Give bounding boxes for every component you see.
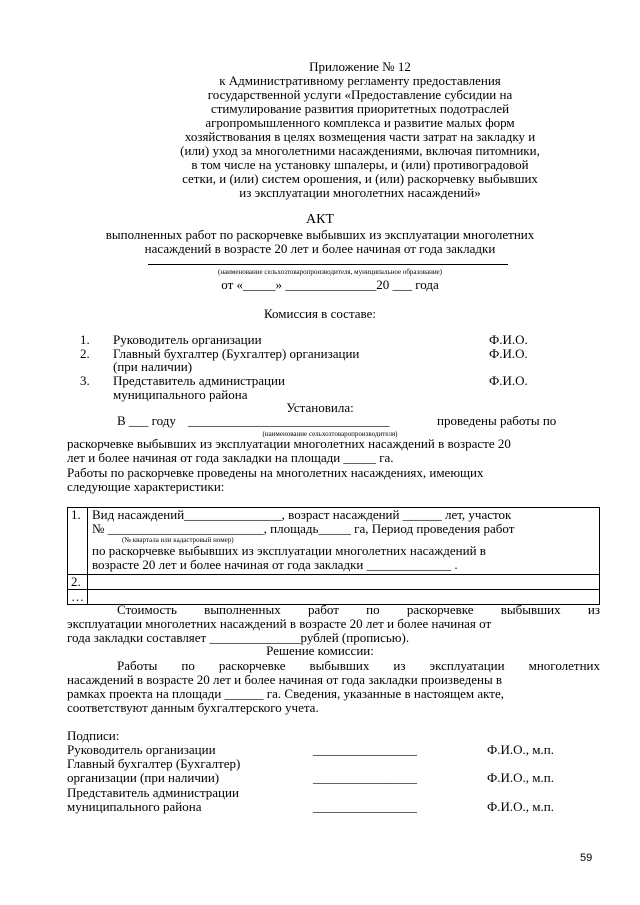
signer-fio: Ф.И.О., м.п. xyxy=(487,770,554,785)
appendix-line: к Административному регламенту предоставления xyxy=(219,73,501,88)
member-fio: Ф.И.О. xyxy=(489,346,528,361)
cost-line-text: Стоимость выполненных работ по раскорчевке выбывших из xyxy=(117,602,600,617)
table-row xyxy=(68,575,600,590)
appendix-line: из эксплуатации многолетних насаждений» xyxy=(239,185,481,200)
appendix-line: Приложение № 12 xyxy=(309,59,411,74)
decision-heading: Решение комиссии: xyxy=(266,643,374,658)
established-line xyxy=(67,466,600,480)
act-subtitle-line: выполненных работ по раскорчевке выбывших из эксплуатации многолетних xyxy=(105,227,535,242)
signer-title: муниципального района xyxy=(67,799,202,814)
row-number: 2. xyxy=(68,575,88,590)
appendix-line: государственной услуги «Предоставление субсидии на xyxy=(207,87,513,102)
page-number: 59 xyxy=(580,852,593,864)
act-subtitle-line: насаждений в возрасте 20 лет и более начиная от года закладки xyxy=(144,241,496,256)
appendix-line: в том числе на установку шпалеры, и (или) противоградовой xyxy=(191,157,529,172)
table-row xyxy=(68,508,600,575)
row-caption: (№ квартала или кадастровый номер) xyxy=(122,536,234,544)
signer-title: организации (при наличии) xyxy=(67,770,220,785)
row-number: … xyxy=(68,590,88,605)
name-blank-line xyxy=(148,264,508,265)
member-number: 1. xyxy=(80,332,90,347)
name-caption: (наименование сельхозтоваропроизводителя, муниципальное образование) xyxy=(218,268,442,276)
signer-title: Представитель администрации xyxy=(67,785,239,800)
cost-line: эксплуатации многолетних насаждений в возрасте 20 лет и более начиная от xyxy=(67,616,492,631)
established-year-text: В ___ году xyxy=(117,413,176,428)
established-line-text: Работы по раскорчевке проведены на многолетних насаждениях, имеющих xyxy=(67,465,484,480)
row-line: по раскорчевке выбывших из эксплуатации многолетних насаждений в xyxy=(92,543,486,558)
member-title: Главный бухгалтер (Бухгалтер) организации xyxy=(113,346,360,361)
signer-title: Главный бухгалтер (Бухгалтер) xyxy=(67,756,241,771)
member-fio: Ф.И.О. xyxy=(489,373,528,388)
works-table xyxy=(67,507,600,605)
signature-blank: ________________ xyxy=(313,742,417,757)
row-content xyxy=(88,508,600,575)
signatures-heading: Подписи: xyxy=(67,728,120,743)
established-line: следующие характеристики: xyxy=(67,479,225,494)
signature-blank: ________________ xyxy=(313,799,417,814)
producer-blank: _______________________________ xyxy=(188,413,390,428)
member-title: (при наличии) xyxy=(113,359,193,374)
appendix-line: стимулирование развития приоритетных подотраслей xyxy=(210,101,510,116)
cost-line: года закладки составляет ______________рублей (прописью). xyxy=(67,630,410,645)
row-line: № ________________________, площадь_____ га, Период проведения работ xyxy=(92,521,515,536)
act-title: АКТ xyxy=(306,212,334,227)
row-content xyxy=(88,575,600,590)
decision-line: рамках проекта на площади ______ га. Сведения, указанные в настоящем акте, xyxy=(67,686,504,701)
signer-fio: Ф.И.О., м.п. xyxy=(487,799,554,814)
member-fio: Ф.И.О. xyxy=(489,332,528,347)
established-line: раскорчевке выбывших из эксплуатации многолетних насаждений в возрасте 20 xyxy=(67,436,511,451)
act-date-line: от «_____» ______________20 ___ года xyxy=(221,277,439,292)
member-title: Представитель администрации xyxy=(113,373,285,388)
appendix-line: агропромышленного комплекса и развитие малых форм xyxy=(205,115,515,130)
decision-line xyxy=(117,659,600,673)
established-heading: Установила: xyxy=(286,400,354,415)
member-number: 3. xyxy=(80,373,90,388)
member-number: 2. xyxy=(80,346,90,361)
member-title: муниципального района xyxy=(113,387,248,402)
established-line: лет и более начиная от года закладки на площади _____ га. xyxy=(67,450,394,465)
row-line: возрасте 20 лет и более начиная от года закладки _____________ . xyxy=(92,557,458,572)
commission-heading: Комиссия в составе: xyxy=(264,306,376,321)
appendix-line: сетки, и (или) систем орошения, и (или) раскорчевку выбывших xyxy=(182,171,538,186)
member-title: Руководитель организации xyxy=(113,332,262,347)
decision-line: соответствуют данным бухгалтерского учета. xyxy=(67,700,319,715)
producer-caption: (наименование сельхозтоваропроизводителя) xyxy=(262,430,398,438)
signer-fio: Ф.И.О., м.п. xyxy=(487,742,554,757)
row-line: Вид насаждений_______________, возраст насаждений ______ лет, участок xyxy=(92,507,512,522)
decision-line-text: Работы по раскорчевке выбывших из эксплуатации многолетних xyxy=(117,658,600,673)
decision-line: насаждений в возрасте 20 лет и более начиная от года закладки произведены в xyxy=(67,672,503,687)
signature-blank: ________________ xyxy=(313,770,417,785)
established-works-text: проведены работы по xyxy=(437,413,557,428)
signer-title: Руководитель организации xyxy=(67,742,216,757)
appendix-line: (или) уход за многолетними насаждениями, включая питомники, xyxy=(180,143,540,158)
appendix-line: хозяйствования в целях возмещения части затрат на закладку и xyxy=(184,129,536,144)
row-number: 1. xyxy=(68,508,88,575)
cost-line xyxy=(117,603,600,617)
